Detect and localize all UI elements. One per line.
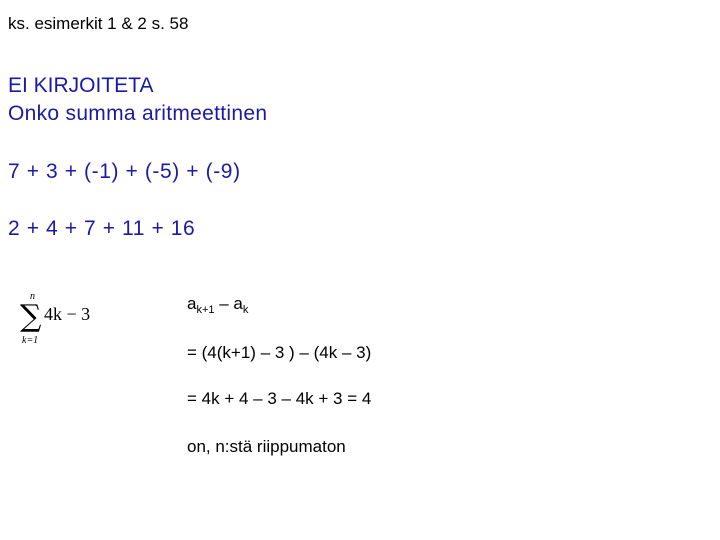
sum-term: 4k − 3 (44, 304, 91, 324)
question-heading: Onko summa aritmeettinen (8, 102, 268, 125)
sum-lower-limit: k=1 (22, 335, 39, 346)
step-line-3: = 4k + 4 – 3 – 4k + 3 = 4 (187, 389, 372, 408)
no-write-heading: EI KIRJOITETA (8, 74, 154, 97)
diff-subscript-second: k (242, 304, 249, 316)
difference-expression (187, 294, 248, 314)
reference-text: ks. esimerkit 1 & 2 s. 58 (8, 14, 189, 33)
diff-minus-a: – a (214, 294, 243, 313)
diff-a-first: a (187, 294, 197, 313)
sigma-symbol: ∑ (20, 299, 42, 334)
example-series-2: 2 + 4 + 7 + 11 + 16 (8, 217, 196, 240)
sum-formula (14, 288, 114, 348)
diff-subscript-first: k+1 (196, 304, 215, 316)
example-series-1: 7 + 3 + (-1) + (-5) + (-9) (8, 160, 241, 183)
step-line-2: = (4(k+1) – 3 ) – (4k – 3) (187, 343, 372, 362)
sum-upper-limit: n (30, 291, 35, 302)
conclusion-text: on, n:stä riippumaton (187, 437, 346, 456)
